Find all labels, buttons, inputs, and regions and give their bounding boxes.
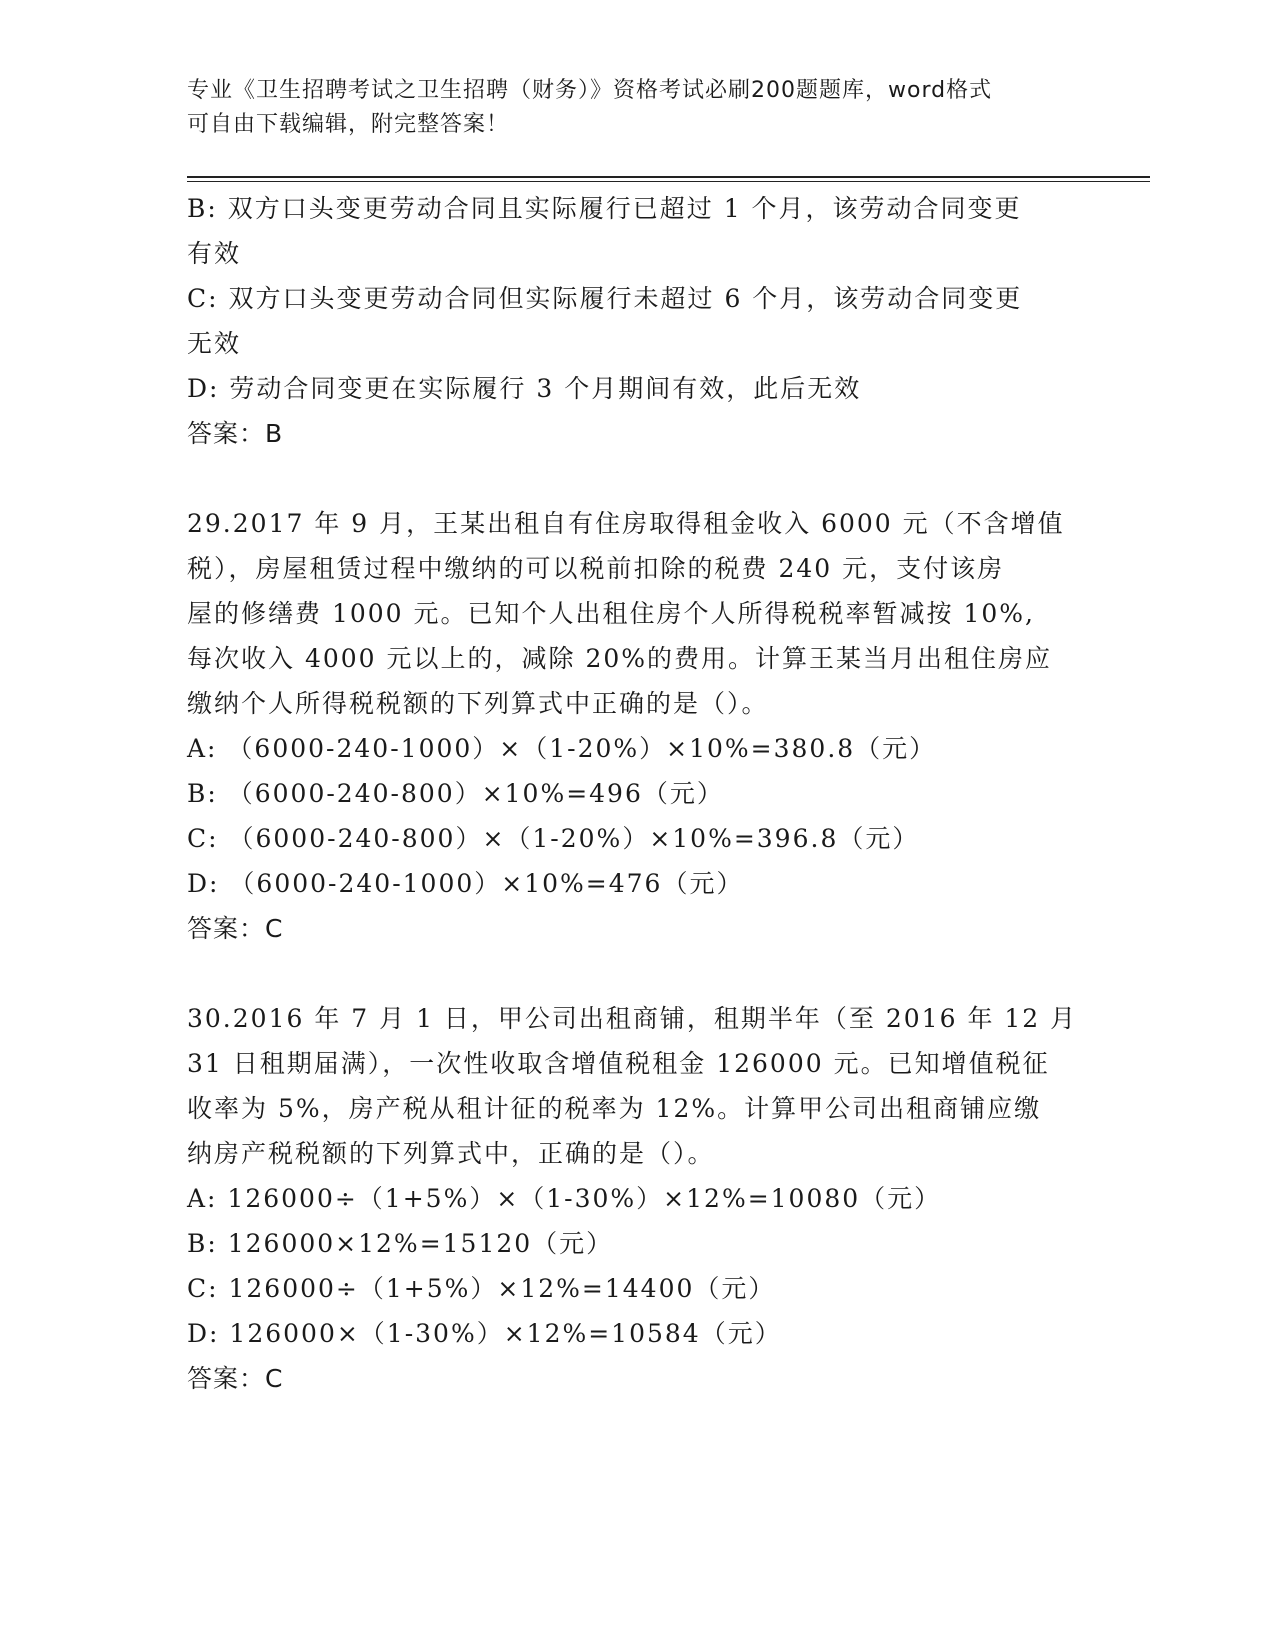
header-divider-thick bbox=[187, 176, 1150, 178]
q29-stem-line-3: 屋的修缮费 1000 元。已知个人出租住房个人所得税税率暂减按 10%, bbox=[187, 599, 1035, 628]
q28-option-d: D: 劳动合同变更在实际履行 3 个月期间有效，此后无效 bbox=[187, 374, 862, 403]
q28-option-c-line-1: C: 双方口头变更劳动合同但实际履行未超过 6 个月，该劳动合同变更 bbox=[187, 284, 1023, 313]
q30-option-c: C: 126000÷（1+5%）×12%=14400（元） bbox=[187, 1274, 776, 1303]
q30-option-d: D: 126000×（1-30%）×12%=10584（元） bbox=[187, 1319, 782, 1348]
q30-stem-line-3: 收率为 5%，房产税从租计征的税率为 12%。计算甲公司出租商铺应缴 bbox=[187, 1094, 1042, 1123]
document-header bbox=[187, 74, 1067, 142]
q30-answer: 答案：C bbox=[187, 1364, 284, 1393]
q29-stem-line-4: 每次收入 4000 元以上的，减除 20%的费用。计算王某当月出租住房应 bbox=[187, 644, 1053, 673]
q29-stem-line-2: 税），房屋租赁过程中缴纳的可以税前扣除的税费 240 元，支付该房 bbox=[187, 554, 1005, 583]
header-divider-thin bbox=[187, 181, 1150, 182]
q30-stem-line-4: 纳房产税税额的下列算式中，正确的是（）。 bbox=[187, 1139, 715, 1168]
q29-stem-line-5: 缴纳个人所得税税额的下列算式中正确的是（）。 bbox=[187, 689, 769, 718]
q28-option-b-line-1: B: 双方口头变更劳动合同且实际履行已超过 1 个月，该劳动合同变更 bbox=[187, 194, 1022, 223]
q28-option-b-line-2: 有效 bbox=[187, 239, 242, 268]
q29-option-b: B: （6000-240-800）×10%=496（元） bbox=[187, 779, 724, 808]
q29-option-a: A: （6000-240-1000）×（1-20%）×10%=380.8（元） bbox=[187, 734, 937, 763]
header-title-line-1: 专业《卫生招聘考试之卫生招聘（财务）》资格考试必刷200题题库，word格式 bbox=[187, 78, 993, 103]
q29-stem-line-1: 29.2017 年 9 月，王某出租自有住房取得租金收入 6000 元（不含增值 bbox=[187, 509, 1065, 538]
q30-stem-line-1: 30.2016 年 7 月 1 日，甲公司出租商铺，租期半年（至 2016 年 12 月 bbox=[187, 1004, 1078, 1033]
q30-stem-line-2: 31 日租期届满），一次性收取含增值税租金 126000 元。已知增值税征 bbox=[187, 1049, 1050, 1078]
q30-option-a: A: 126000÷（1+5%）×（1-30%）×12%=10080（元） bbox=[187, 1184, 942, 1213]
q28-option-c-line-2: 无效 bbox=[187, 329, 242, 358]
q28-answer: 答案：B bbox=[187, 419, 284, 448]
q29-option-c: C: （6000-240-800）×（1-20%）×10%=396.8（元） bbox=[187, 824, 920, 853]
q30-option-b: B: 126000×12%=15120（元） bbox=[187, 1229, 614, 1258]
header-title-line-2: 可自由下载编辑，附完整答案！ bbox=[187, 112, 510, 137]
q29-option-d: D: （6000-240-1000）×10%=476（元） bbox=[187, 869, 744, 898]
q29-answer: 答案：C bbox=[187, 914, 284, 943]
